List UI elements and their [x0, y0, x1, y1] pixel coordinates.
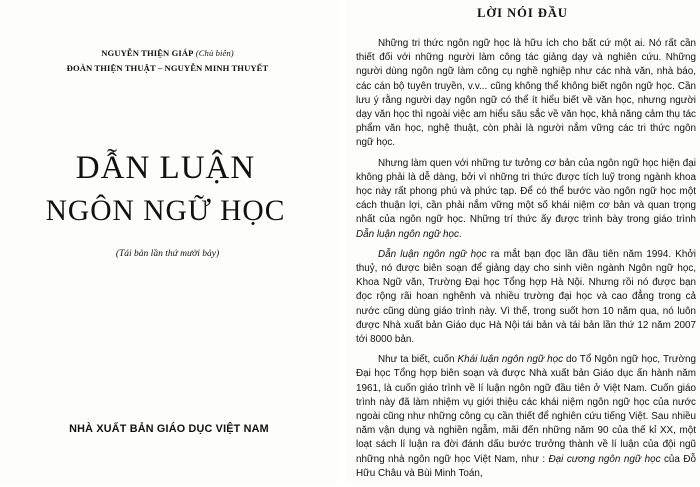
author-role: (Chủ biên): [193, 48, 234, 58]
authors-block: [40, 46, 295, 76]
book-title-line-1: DẪN LUẬN: [75, 150, 256, 186]
author-chief-editor: NGUYỄN THIỆN GIÁP: [101, 48, 194, 58]
preface-body: [356, 37, 696, 487]
right-page-preface: [345, 0, 700, 485]
paragraph-2: Nhưng làm quen với những tư tưởng cơ bản của ngôn ngữ học hiện đại không phải là dễ dàng, bởi vì những tri thức được tích luỹ trong ngành khoa học này rất phong phú và phức tạp. Để có thể bước vào ngôn ngữ học một cách thuận lợi, cần phải nắm vững một số khái niệm cơ bản và quan trọng nhất của ngôn ngữ học. Những trí thức ấy được trình bày trong giáo trình Dẫn luận ngôn ngữ học.: [356, 157, 696, 240]
publisher-name: NHÀ XUẤT BẢN GIÁO DỤC VIỆT NAM: [69, 423, 269, 435]
author-line-1: [40, 46, 295, 61]
book-title-line-2: NGÔN NGỮ HỌC: [45, 195, 286, 227]
edition-note: (Tái bản lần thứ mười bảy): [115, 249, 220, 259]
author-line-2: ĐOÀN THIỆN THUẬT – NGUYỄN MINH THUYẾT: [66, 63, 269, 73]
paragraph-3: Dẫn luận ngôn ngữ học ra mắt bạn đọc lần đầu tiên năm 1994. Khởi thuỷ, nó được biên soạn để giảng dạy cho sinh viên ngành Ngôn ngữ học, Khoa Ngữ văn, Trường Đại học Tổng hợp Hà Nội. Nhưng rồi nó được bạn đọc rộng rãi hoan nghênh và nhiều trường đại học và cao đẳng trong cả nước cũng dùng giáo trình này. Vì thế, trong suốt hơn 10 năm qua, nó luôn được Nhà xuất bản Giáo dục Hà Nội tái bản và tái bản lần thứ 12 năm 2007 tới 8000 bản.: [356, 248, 696, 346]
paragraph-1: Những tri thức ngôn ngữ học là hữu ích cho bất cứ một ai. Nó rất cần thiết đối với những người làm công tác giảng dạy và nghiên cứu. Những người dùng ngôn ngữ làm công cụ nghề nghiệp như các nhà văn, nhà báo, các cán bộ tuyên truyền, v.v... cũng không thể không biết ngôn ngữ học. Cần lưu ý rằng người dạy ngôn ngữ có thể ít hiểu biết về văn học, nhưng người dạy văn học thì ngoài việc am hiểu sâu sắc về văn học, khả năng cảm thụ tác phẩm văn học, nghệ thuật, còn phải là người nắm vững các tri thức ngôn ngữ học.: [356, 38, 696, 149]
paragraph-4: Như ta biết, cuốn Khái luận ngôn ngữ học do Tổ Ngôn ngữ học, Trường Đại học Tổng hợp biên soạn và được Nhà xuất bản Giáo dục ấn hành năm 1961, là cuốn giáo trình về lí luận ngôn ngữ đầu tiên ở Việt Nam. Cuốn giáo trình này đã làm nhiệm vụ giới thiệu các khái niệm ngôn ngữ học của nước ngoài cũng như những công cụ cần thiết để nghiên cứu tiếng Việt. Sau nhiều năm vận dụng và nghiền ngẫm, mãi đến những năm 90 của thế kỉ XX, một loạt sách lí luận ra đời đánh dấu bước trưởng thành về lí luận của đội ngũ những nhà ngôn ngữ học Việt Nam, như : Đại cương ngôn ngữ học của Đỗ Hữu Châu và Bùi Minh Toán,: [356, 354, 696, 479]
left-page-cover: [0, 0, 338, 485]
preface-heading: LỜI NÓI ĐẦU: [477, 6, 568, 20]
